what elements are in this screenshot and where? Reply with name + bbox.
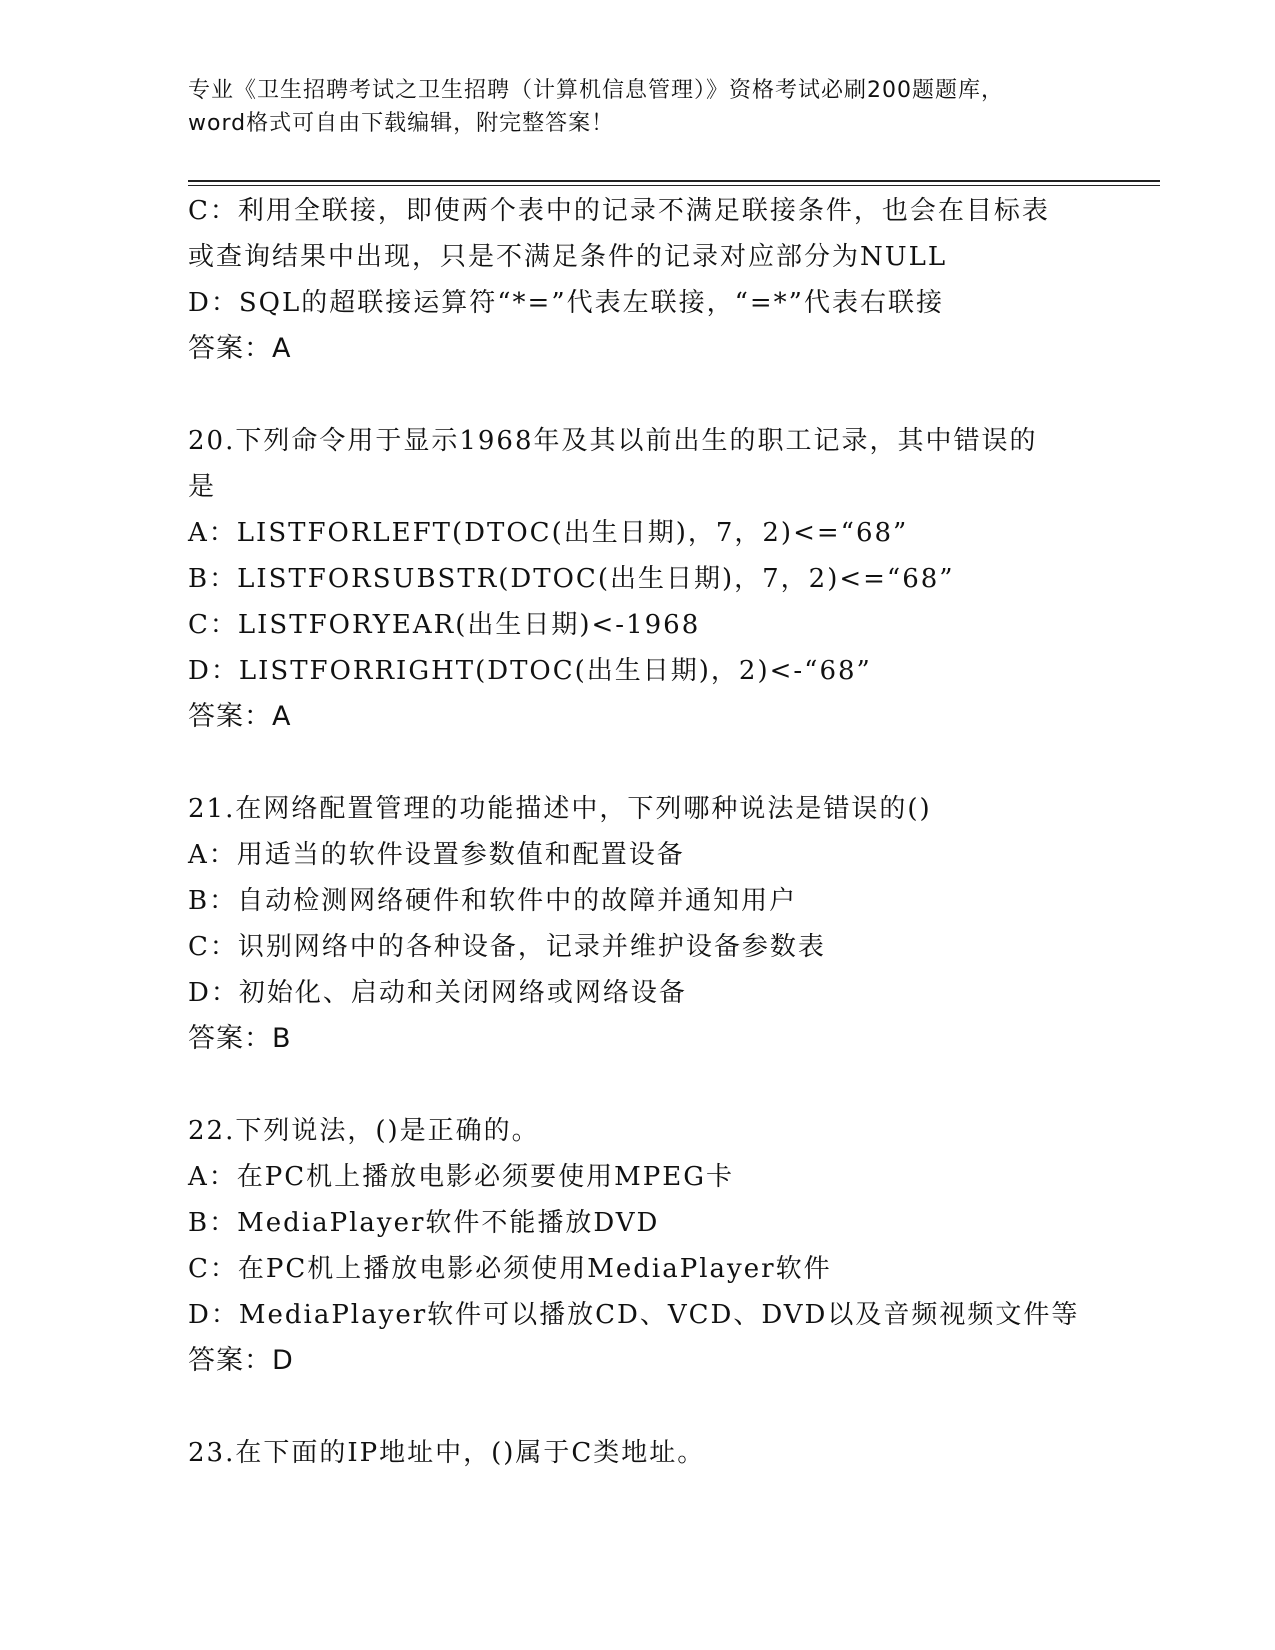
spacer xyxy=(188,372,1088,418)
question-19-continuation xyxy=(188,188,1088,372)
question-stem-line-1: 20.下列命令用于显示1968年及其以前出生的职工记录，其中错误的 xyxy=(188,426,1038,456)
spacer xyxy=(188,1384,1088,1430)
option-b: B：自动检测网络硬件和软件中的故障并通知用户 xyxy=(188,886,798,916)
question-list xyxy=(188,188,1088,1476)
option-d: D：MediaPlayer软件可以播放CD、VCD、DVD以及音频视频文件等 xyxy=(188,1300,1080,1330)
option-a: A：在PC机上播放电影必须要使用MPEG卡 xyxy=(188,1162,735,1192)
question-23 xyxy=(188,1430,1088,1476)
option-c: C：在PC机上播放电影必须使用MediaPlayer软件 xyxy=(188,1254,832,1284)
answer: 答案：A xyxy=(188,701,292,732)
answer: 答案：B xyxy=(188,1023,292,1054)
question-stem: 21.在网络配置管理的功能描述中，下列哪种说法是错误的() xyxy=(188,794,932,824)
header-title-line-2: word格式可自由下载编辑，附完整答案！ xyxy=(188,111,615,136)
question-22 xyxy=(188,1108,1088,1384)
header-divider xyxy=(188,180,1160,186)
option-b: B：MediaPlayer软件不能播放DVD xyxy=(188,1208,660,1238)
option-c: C：识别网络中的各种设备，记录并维护设备参数表 xyxy=(188,932,826,962)
option-c-line-1: C：利用全联接，即使两个表中的记录不满足联接条件，也会在目标表 xyxy=(188,196,1050,226)
question-20 xyxy=(188,418,1088,740)
option-d: D：LISTFORRIGHT(DTOC(出生日期)，2)<-“68” xyxy=(188,656,872,686)
question-21 xyxy=(188,786,1088,1062)
question-stem: 22.下列说法，()是正确的。 xyxy=(188,1116,540,1146)
option-d: D：初始化、启动和关闭网络或网络设备 xyxy=(188,978,687,1008)
question-stem: 23.在下面的IP地址中，()属于C类地址。 xyxy=(188,1438,706,1468)
header-title-line-1: 专业《卫生招聘考试之卫生招聘（计算机信息管理）》资格考试必刷200题题库， xyxy=(188,78,1004,103)
option-c-line-2: 或查询结果中出现，只是不满足条件的记录对应部分为NULL xyxy=(188,242,948,272)
spacer xyxy=(188,1062,1088,1108)
option-b: B：LISTFORSUBSTR(DTOC(出生日期)，7，2)<=“68” xyxy=(188,564,955,594)
option-a: A：用适当的软件设置参数值和配置设备 xyxy=(188,840,685,870)
option-a: A：LISTFORLEFT(DTOC(出生日期)，7，2)<=“68” xyxy=(188,518,909,548)
spacer xyxy=(188,740,1088,786)
option-d: D：SQL的超联接运算符“*=”代表左联接，“=*”代表右联接 xyxy=(188,288,944,318)
question-stem-line-2: 是 xyxy=(188,472,217,502)
document-header xyxy=(188,74,1108,140)
answer: 答案：A xyxy=(188,333,292,364)
option-c: C：LISTFORYEAR(出生日期)<-1968 xyxy=(188,610,701,640)
answer: 答案：D xyxy=(188,1345,294,1376)
